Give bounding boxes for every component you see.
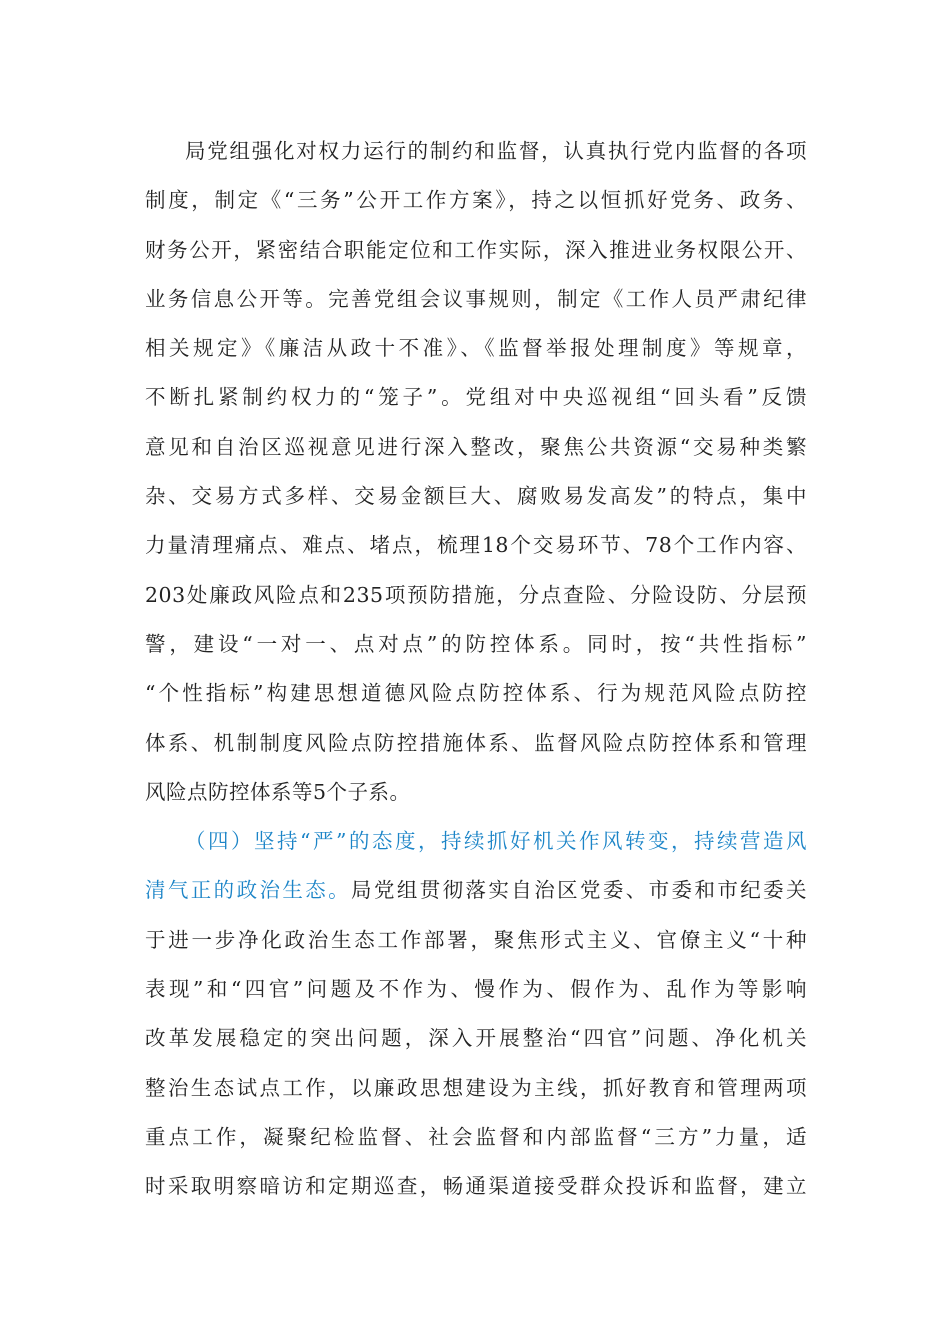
text-line: 局党组强化对权力运行的制约和监督，认真执行党内监督的各项: [185, 139, 807, 163]
paragraph-section-four: [145, 817, 807, 1211]
text-line: “个性指标”构建思想道德风险点防控体系、行为规范风险点防控: [145, 681, 807, 706]
text-line: 改革发展稳定的突出问题，深入开展整治“四官”问题、净化机关: [145, 1026, 807, 1051]
text-line: 不断扎紧制约权力的“笼子”。党组对中央巡视组“回头看”反馈: [145, 385, 807, 410]
text-line: 于进一步净化政治生态工作部署，聚焦形式主义、官僚主义“十种: [145, 927, 807, 952]
section-heading-continued: 清气正的政治生态。: [145, 878, 352, 903]
text-line: 203处廉政风险点和235项预防措施，分点查险、分险设防、分层预: [145, 582, 807, 607]
text-line: [145, 866, 807, 915]
paragraph-risk-control: [145, 127, 807, 817]
text-line: 制度，制定《“三务”公开工作方案》，持之以恒抓好党务、政务、: [145, 188, 807, 213]
text-line: 杂、交易方式多样、交易金额巨大、腐败易发高发”的特点，集中: [145, 484, 807, 509]
text-line: 时采取明察暗访和定期巡查，畅通渠道接受群众投诉和监督，建立: [145, 1174, 807, 1199]
text-line: 财务公开，紧密结合职能定位和工作实际，深入推进业务权限公开、: [145, 237, 807, 262]
text-line: 整治生态试点工作，以廉政思想建设为主线，抓好教育和管理两项: [145, 1075, 807, 1100]
text-line: 意见和自治区巡视意见进行深入整改，聚焦公共资源“交易种类繁: [145, 434, 807, 459]
text-line: 重点工作，凝聚纪检监督、社会监督和内部监督“三方”力量，适: [145, 1124, 807, 1149]
text-line: 业务信息公开等。完善党组会议事规则，制定《工作人员严肃纪律: [145, 286, 807, 311]
document-page: [145, 127, 807, 1212]
text-line: 体系、机制制度风险点防控措施体系、监督风险点防控体系和管理: [145, 730, 807, 755]
text-line-rest: 局党组贯彻落实自治区党委、市委和市纪委关: [351, 878, 808, 903]
text-line: 相关规定》《廉洁从政十不准》、《监督举报处理制度》等规章，: [145, 336, 807, 361]
text-line: 力量清理痛点、难点、堵点，梳理18个交易环节、78个工作内容、: [145, 533, 807, 558]
section-heading: （四）坚持“严”的态度，持续抓好机关作风转变，持续营造风: [185, 829, 807, 854]
text-line: 警，建设“一对一、点对点”的防控体系。同时，按“共性指标”: [145, 631, 807, 656]
text-line: 表现”和“四官”问题及不作为、慢作为、假作为、乱作为等影响: [145, 977, 807, 1002]
text-line: 风险点防控体系等5个子系。: [145, 779, 411, 804]
